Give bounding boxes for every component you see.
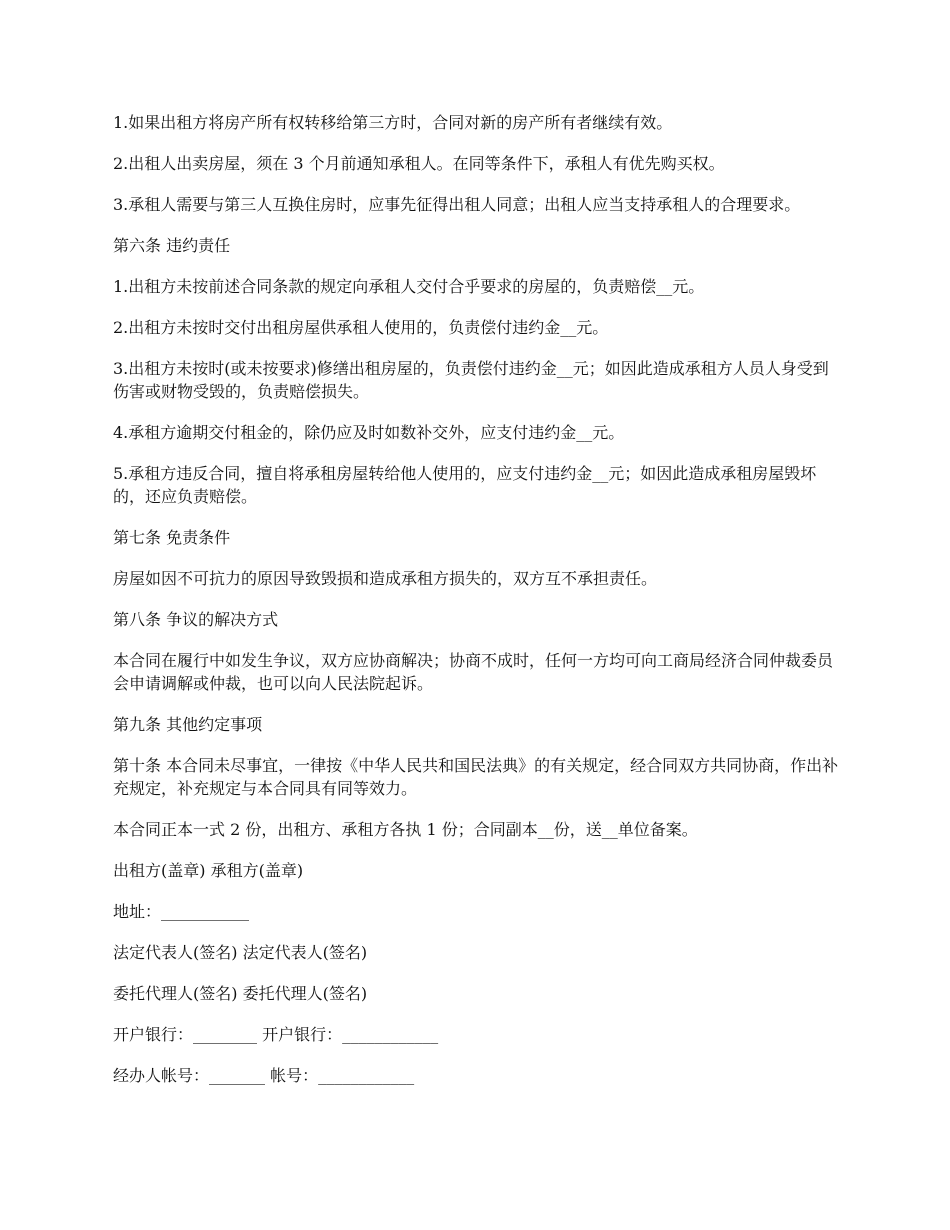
exemption-text: 房屋如因不可抗力的原因导致毁损和造成承租方损失的，双方互不承担责任。 bbox=[113, 569, 658, 588]
copies-text: 本合同正本一式 2 份，出租方、承租方各执 1 份；合同副本__份，送__单位备案。 bbox=[113, 820, 698, 839]
signature-seal-line: 出租方(盖章) 承租方(盖章) bbox=[113, 861, 304, 880]
article-10-text: 第十条 本合同未尽事宜，一律按《中华人民共和国民法典》的有关规定，经合同双方共同协商，作出补充规定，补充规定与本合同具有同等效力。 bbox=[113, 756, 839, 798]
breach-item-1: 1.出租方未按前述合同条款的规定向承租人交付合乎要求的房屋的，负责赔偿__元。 bbox=[113, 277, 705, 296]
bank-line: 开户银行：________ 开户银行：____________ bbox=[113, 1025, 439, 1044]
document-body bbox=[113, 111, 843, 1105]
breach-item-2: 2.出租方未按时交付出租房屋供承租人使用的，负责偿付违约金__元。 bbox=[113, 318, 609, 337]
article-7-heading: 第七条 免责条件 bbox=[113, 528, 231, 547]
address-line: 地址：___________ bbox=[113, 902, 250, 921]
article-9-heading: 第九条 其他约定事项 bbox=[113, 715, 263, 734]
article-8-heading: 第八条 争议的解决方式 bbox=[113, 610, 279, 629]
article-6-heading: 第六条 违约责任 bbox=[113, 236, 231, 255]
dispute-resolution-text: 本合同在履行中如发生争议，双方应协商解决；协商不成时，任何一方均可向工商局经济合同仲裁委员会申请调解或仲裁，也可以向人民法院起诉。 bbox=[113, 651, 834, 693]
account-line: 经办人帐号：_______ 帐号：____________ bbox=[113, 1066, 415, 1085]
authorized-agent-line: 委托代理人(签名) 委托代理人(签名) bbox=[113, 984, 368, 1003]
clause-housing-exchange: 3.承租人需要与第三人互换住房时，应事先征得出租人同意；出租人应当支持承租人的合理要求。 bbox=[113, 195, 801, 214]
clause-transfer-ownership: 1.如果出租方将房产所有权转移给第三方时，合同对新的房产所有者继续有效。 bbox=[113, 113, 673, 132]
clause-sale-notice: 2.出租人出卖房屋，须在 3 个月前通知承租人。在同等条件下，承租人有优先购买权。 bbox=[113, 154, 725, 173]
legal-representative-line: 法定代表人(签名) 法定代表人(签名) bbox=[113, 943, 368, 962]
breach-item-3: 3.出租方未按时(或未按要求)修缮出租房屋的，负责偿付违约金__元；如因此造成承租方人员人身受到伤害或财物受毁的，负责赔偿损失。 bbox=[113, 359, 829, 401]
breach-item-4: 4.承租方逾期交付租金的，除仍应及时如数补交外，应支付违约金__元。 bbox=[113, 423, 625, 442]
breach-item-5: 5.承租方违反合同，擅自将承租房屋转给他人使用的，应支付违约金__元；如因此造成承租房屋毁坏的，还应负责赔偿。 bbox=[113, 464, 817, 506]
